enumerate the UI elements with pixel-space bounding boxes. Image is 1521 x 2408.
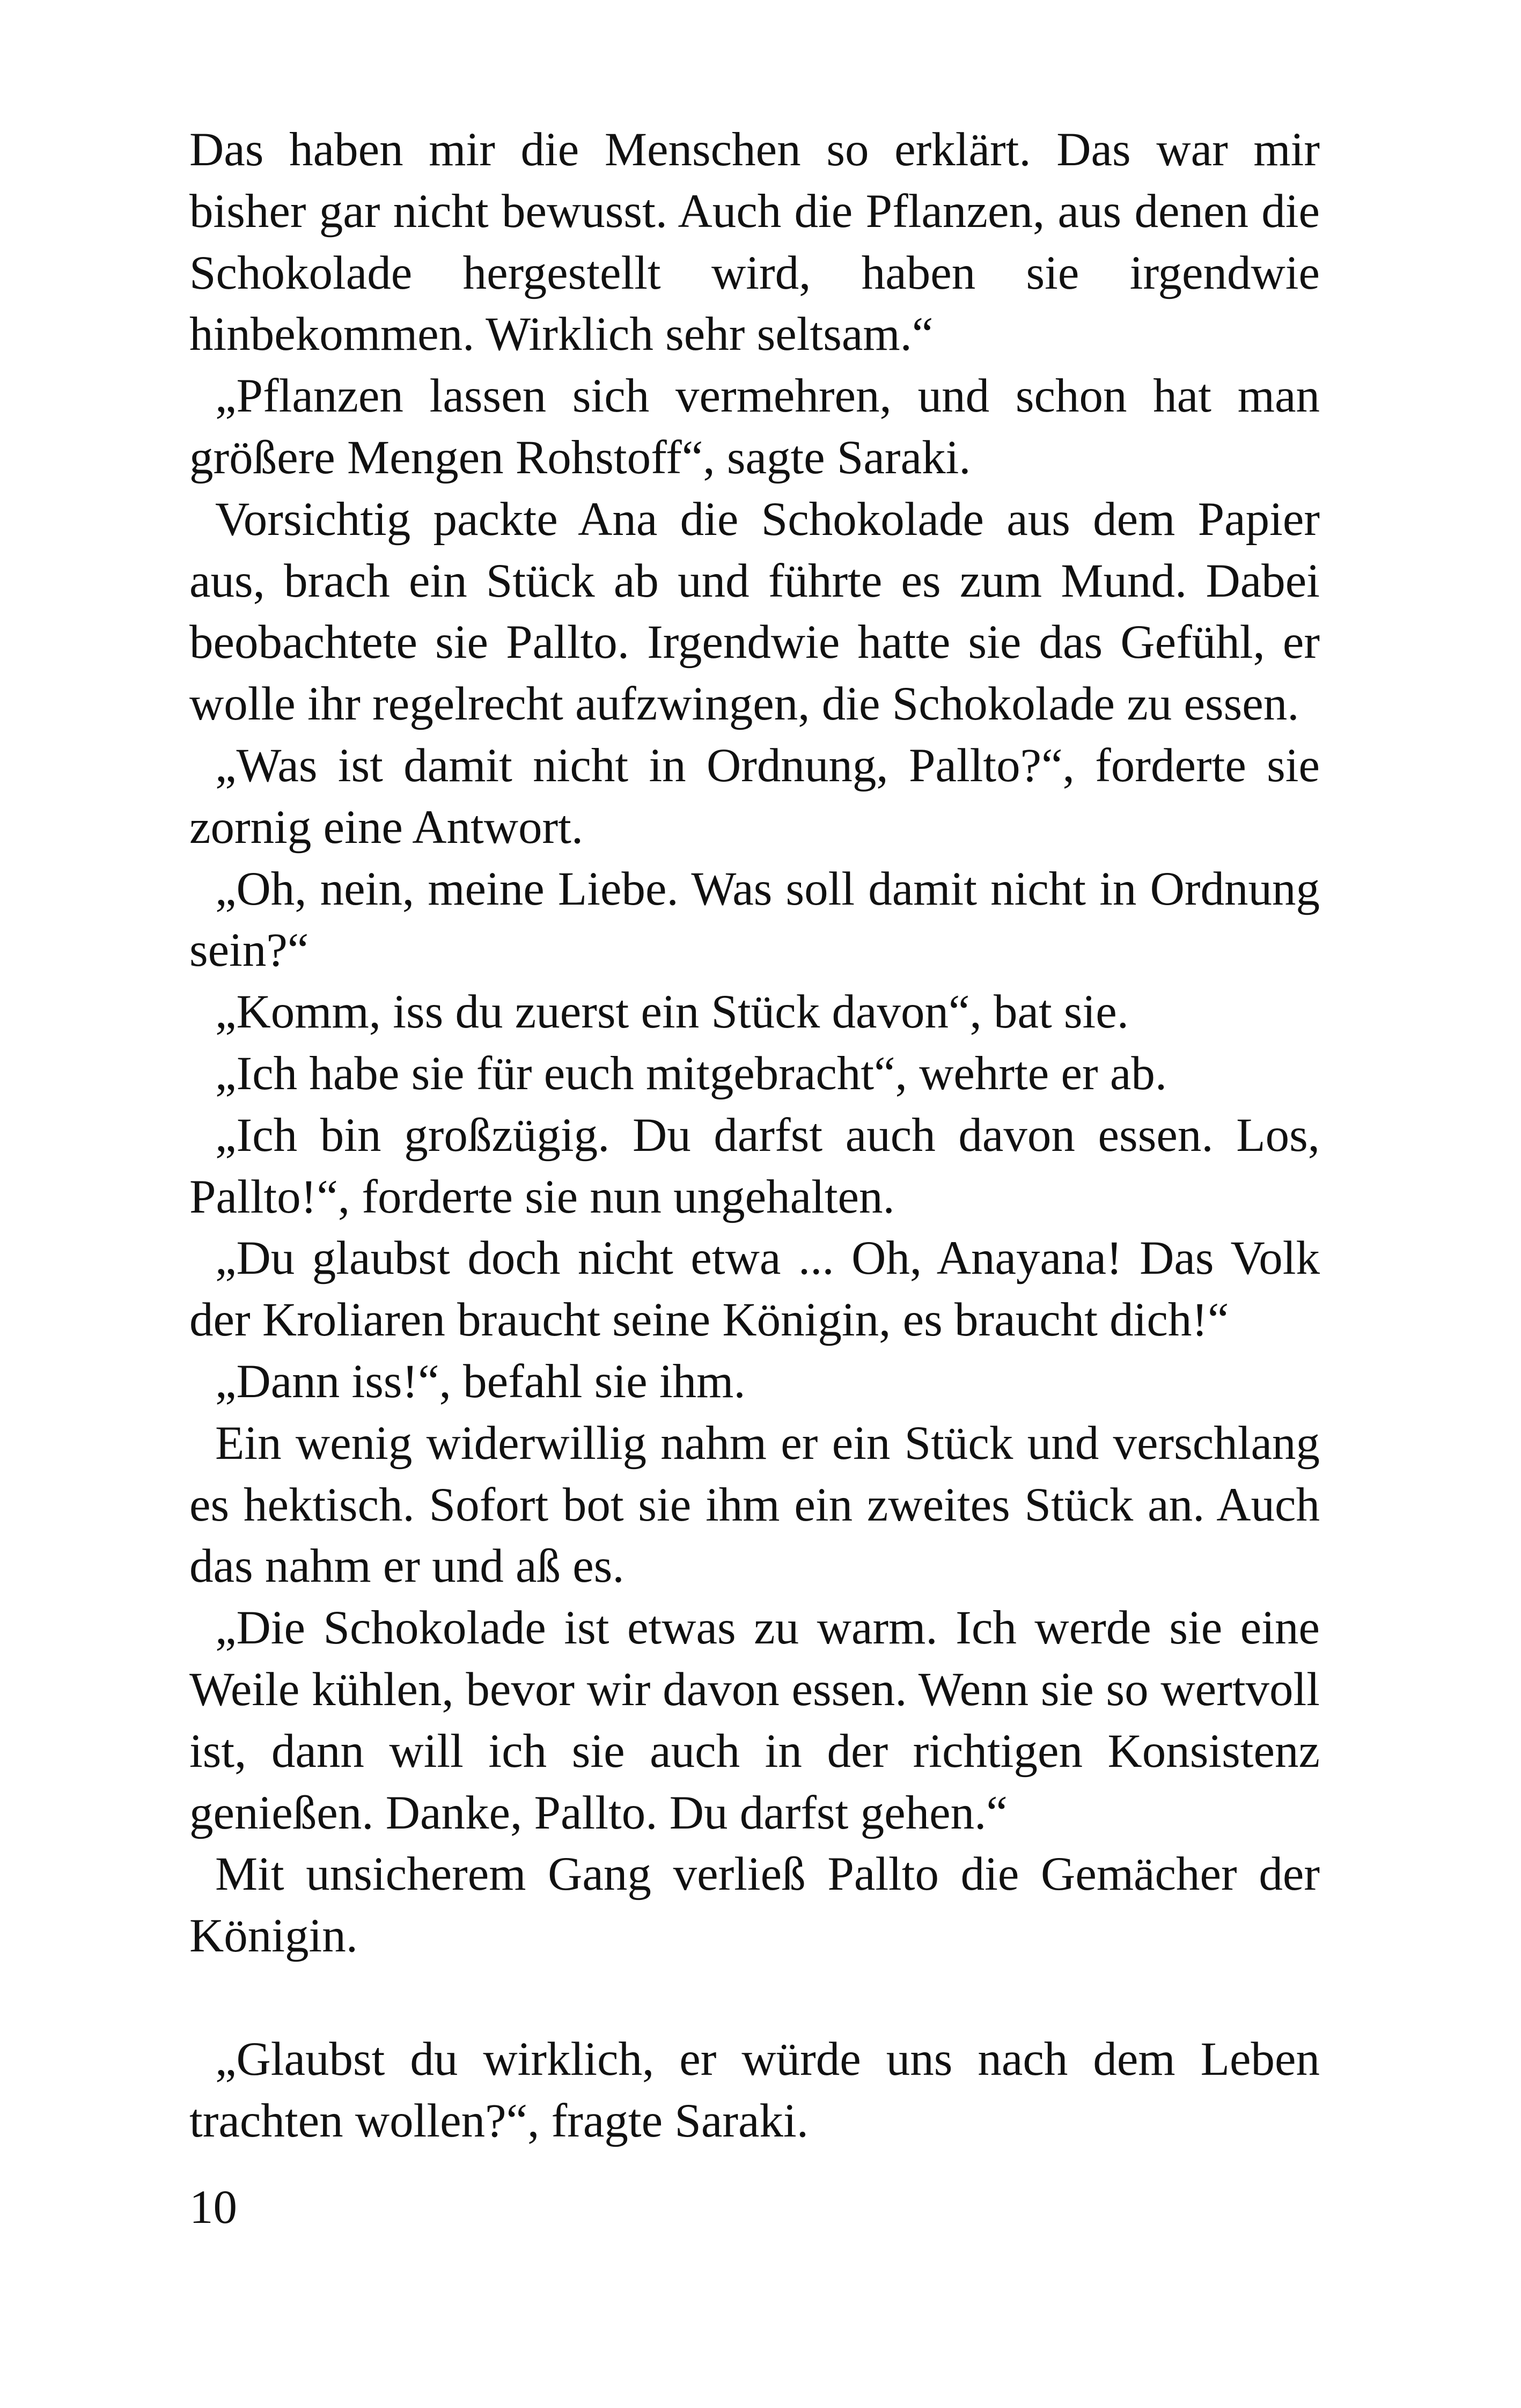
paragraph: „Ich bin großzügig. Du darfst auch davon essen. Los, Pallto!“, forderte sie nun ungehalten. <box>189 1108 1320 1223</box>
paragraph: „Ich habe sie für euch mitgebracht“, wehrte er ab. <box>215 1047 1167 1100</box>
scene-break <box>189 1967 1320 2029</box>
paragraph: „Du glaubst doch nicht etwa ... Oh, Anayana! Das Volk der Kroliaren braucht seine Königin, es braucht dich!“ <box>189 1232 1320 1347</box>
paragraph: Ein wenig widerwillig nahm er ein Stück und verschlang es hektisch. Sofort bot sie ihm ein zweites Stück an. Auch das nahm er und aß es. <box>189 1416 1320 1593</box>
body-text <box>189 119 1320 2152</box>
paragraph: „Komm, iss du zuerst ein Stück davon“, bat sie. <box>215 986 1129 1039</box>
paragraph: „Pflanzen lassen sich vermehren, und schon hat man größere Mengen Rohstoff“, sagte Saraki. <box>189 370 1320 484</box>
page-number: 10 <box>189 2181 237 2234</box>
paragraph: Das haben mir die Menschen so erklärt. Das war mir bisher gar nicht bewusst. Auch die Pflanzen, aus denen die Schokolade hergestellt wird, haben sie irgendwie hinbekommen. Wirklich sehr seltsam.“ <box>189 123 1320 361</box>
paragraph: „Oh, nein, meine Liebe. Was soll damit nicht in Ordnung sein?“ <box>189 862 1320 977</box>
paragraph: Mit unsicherem Gang verließ Pallto die Gemächer der Königin. <box>189 1848 1320 1963</box>
paragraph: „Glaubst du wirklich, er würde uns nach dem Leben trachten wollen?“, fragte Saraki. <box>189 2032 1320 2147</box>
paragraph: Vorsichtig packte Ana die Schokolade aus dem Papier aus, brach ein Stück ab und führte es zum Mund. Dabei beobachtete sie Pallto. Irgendwie hatte sie das Gefühl, er wolle ihr regelrecht aufzwingen, die Schokolade zu essen. <box>189 493 1320 731</box>
paragraph: „Was ist damit nicht in Ordnung, Pallto?“, forderte sie zornig eine Antwort. <box>189 739 1320 854</box>
paragraph: „Die Schokolade ist etwas zu warm. Ich werde sie eine Weile kühlen, bevor wir davon essen. Wenn sie so wertvoll ist, dann will ich sie auch in der richtigen Konsistenz genießen. Danke, Pallto. Du darfst gehen.“ <box>189 1602 1320 1839</box>
paragraph: „Dann iss!“, befahl sie ihm. <box>215 1355 746 1408</box>
